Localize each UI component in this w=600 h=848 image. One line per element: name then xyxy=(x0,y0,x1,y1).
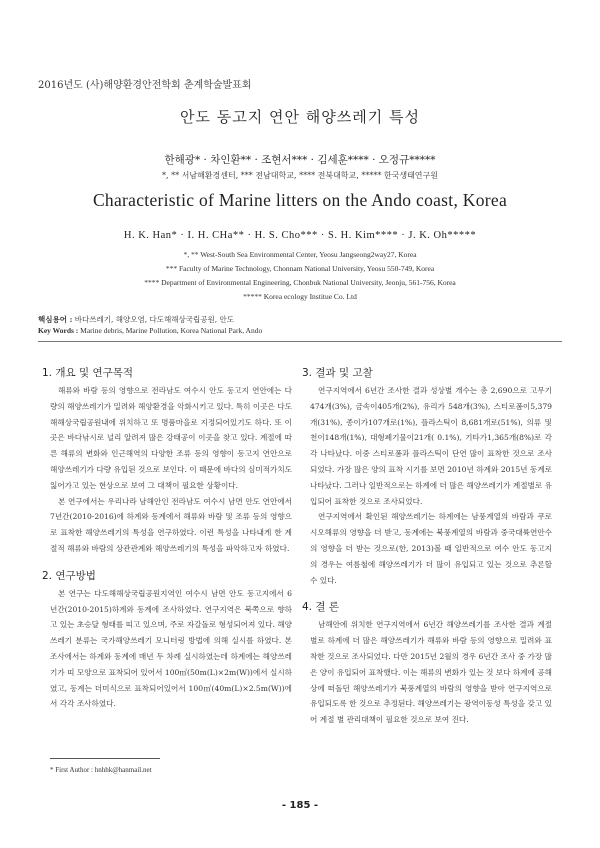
header-divider xyxy=(38,341,562,342)
affiliation-english-4: ***** Korea ecology Institue Co. Ltd xyxy=(243,292,357,301)
authors-korean: 한해광* · 차인환** · 조현서*** · 김세훈**** · 오정규***** xyxy=(164,154,436,166)
section-gap xyxy=(50,557,292,569)
keywords-korean xyxy=(38,314,234,325)
section-heading-conclusion: 4. 결 론 xyxy=(302,601,339,614)
paragraph-overview-1: 해류와 바람 등의 영향으로 전라남도 여수시 안도 동고지 연안에는 다량의 해양쓰레기가 밀려와 해양환경을 악화시키고 있다. 특히 이곳은 다도해해상국립공원내에 위치하고 또 명품마을로 지정되어있기도 하다. 또 이곳은 바다낚시로 널리 알려져 많은 강태공이 이곳을 찾고 있다. 계절에 따른 해류의 변화와 인근해역의 다양한 조류 등의 영향이 동고지 연안으로 해양쓰레기가 다량 유입된 것으로 보인다. 이 때문에 바다의 심미적가치도 잃어가고 있는 현상으로 보여 그 대책이 필요한 상황이다. xyxy=(50,386,292,490)
affiliations-korean: *, ** 서남해환경센터, *** 전남대학교, **** 전북대학교, ***** 한국생태연구원 xyxy=(162,171,438,180)
keywords-korean-label: 핵심용어 : xyxy=(38,315,73,324)
paragraph-overview-2: 본 연구에서는 우리나라 남해안인 전라남도 여수시 남면 안도 연안에서 7년간(2010-2016)에 하계와 동계에서 해류와 바람 및 조류 등의 영향으로 표착한 해양쓰레기의 특성을 연구하였다. 이런 특성을 나타내게 한 계절적 해류와 바람의 상관관계와 해양쓰레기의 특성을 파악하고자 하였다. xyxy=(50,496,292,553)
authors-english: H. K. Han* · I. H. CHa** · H. S. Cho*** · S. H. Kim**** · J. K. Oh***** xyxy=(123,230,477,241)
paragraph-methods-1: 본 연구는 다도해해상국립공원지역인 여수시 남면 안도 동고지에서 6년간(2010-2015)하계와 동계에 조사하였다. 연구지역은 북쪽으로 향하고 있는 초승달 형태를 띠고 있으며, 주로 자갈돌로 형성되어져 있다. 해양쓰레기 분류는 국가해양쓰레기 모니터링 방법에 의해 실시를 하였다. 본 조사에서는 하계와 동계에 매년 두 차례 실시하였는데 하계에는 해양쓰레기가 띠 모양으로 표착되어 있어서 100㎡(50m(L)×2m(W))에서 실시하였고, 동계는 더미식으로 표착되어있어서 100㎡(40m(L)×2.5m(W))에서 각각 조사하였다. xyxy=(50,588,292,709)
footnote-divider xyxy=(50,758,160,759)
footnote-first-author: * First Author : hnhhk@hanmail.net xyxy=(50,766,152,774)
keywords-english-text: Marine debris, Marine Pollution, Korea National Park, Ando xyxy=(80,326,263,335)
paragraph-results-2: 연구지역에서 확인된 해양쓰레기는 하계에는 남풍계열의 바람과 쿠로시오해류의 영향을 더 받고, 동계에는 북풍계열의 바람과 중국대륙연안수의 영향을 더 받는 것으로(한, 2013)볼 때 일반적으로 여수 안도 동고지의 경우는 여름철에 해양쓰레기가 더 많이 유입되고 있는 것으로 추론할 수 있다. xyxy=(310,512,552,585)
right-column xyxy=(302,366,552,728)
section-heading-methods: 2. 연구방법 xyxy=(42,569,96,582)
keywords-english xyxy=(38,326,262,335)
keywords-english-label: Key Words : xyxy=(38,326,79,335)
affiliation-english-1: *, ** West-South Sea Environmental Center, Yeosu Jangseong2way27, Korea xyxy=(183,250,417,259)
keywords-korean-text: 바다쓰레기, 해양오염, 다도해해상국립공원, 안도 xyxy=(74,315,234,324)
page-number: - 185 - xyxy=(281,800,319,811)
paragraph-results-1: 연구지역에서 6년간 조사한 결과 성상별 개수는 총 2,690으로 고무기474개(3%), 금속이405개(2%), 유리가 548개(3%), 스티로폼이5,379개(31%), 종이가107개로(1%), 플라스틱이 8,681개로(51%), 의류 및 천이148개(1%), 대형폐기물이21개( 0.1%), 기타가1,365개(8%)로 각각 나타났다. 이중 스티로폼과 플라스틱이 단연 많이 표착한 것으로 조사되었다. 가장 많은 양의 표착 시기를 보면 2010년 하계와 2015년 동계로 나타났다. 그러나 일반적으로는 하계에 더 많은 해양쓰레기가 계절별로 유입되어 표착한 것으로 조사되었다. xyxy=(310,386,552,506)
left-column xyxy=(42,366,292,712)
title-korean: 안도 동고지 연안 해양쓰레기 특성 xyxy=(180,108,420,126)
title-english: Characteristic of Marine litters on the Ando coast, Korea xyxy=(92,190,508,210)
section-gap xyxy=(310,588,552,600)
section-heading-overview: 1. 개요 및 연구목적 xyxy=(42,367,134,379)
affiliation-english-2: *** Faculty of Marine Technology, Chonnam National University, Yeosu 550-749, Korea xyxy=(165,264,435,273)
section-heading-results: 3. 결과 및 고찰 xyxy=(302,367,373,379)
paragraph-conclusion-1: 남해안에 위치한 연구지역에서 6년간 해양쓰레기를 조사한 결과 계절별로 하계에 더 많은 해양쓰레기가 해류와 바람 등의 영향으로 밀려와 표착한 것으로 조사되었다. 다만 2015년 2월의 경우 6년간 조사 중 가장 많은 양이 유입되어 표착했다. 이는 해류의 변화가 있는 것 보다 하계에 공해상에 떠돌던 해양쓰레기가 북풍계열의 바람의 영향을 받아 연구지역으로 유입되도록 한 것으로 추정된다. 해양쓰레기는 광역이동성 특성을 갖고 있어 계절 별 관리대책이 필요한 것으로 보여 진다. xyxy=(310,620,552,725)
affiliation-english-3: **** Department of Environmental Engineering, Chonbuk National University, Jeonju, 561-756, Korea xyxy=(144,278,456,287)
conference-header: 2016년도 (사)해양환경안전학회 춘계학술발표회 xyxy=(38,80,252,91)
